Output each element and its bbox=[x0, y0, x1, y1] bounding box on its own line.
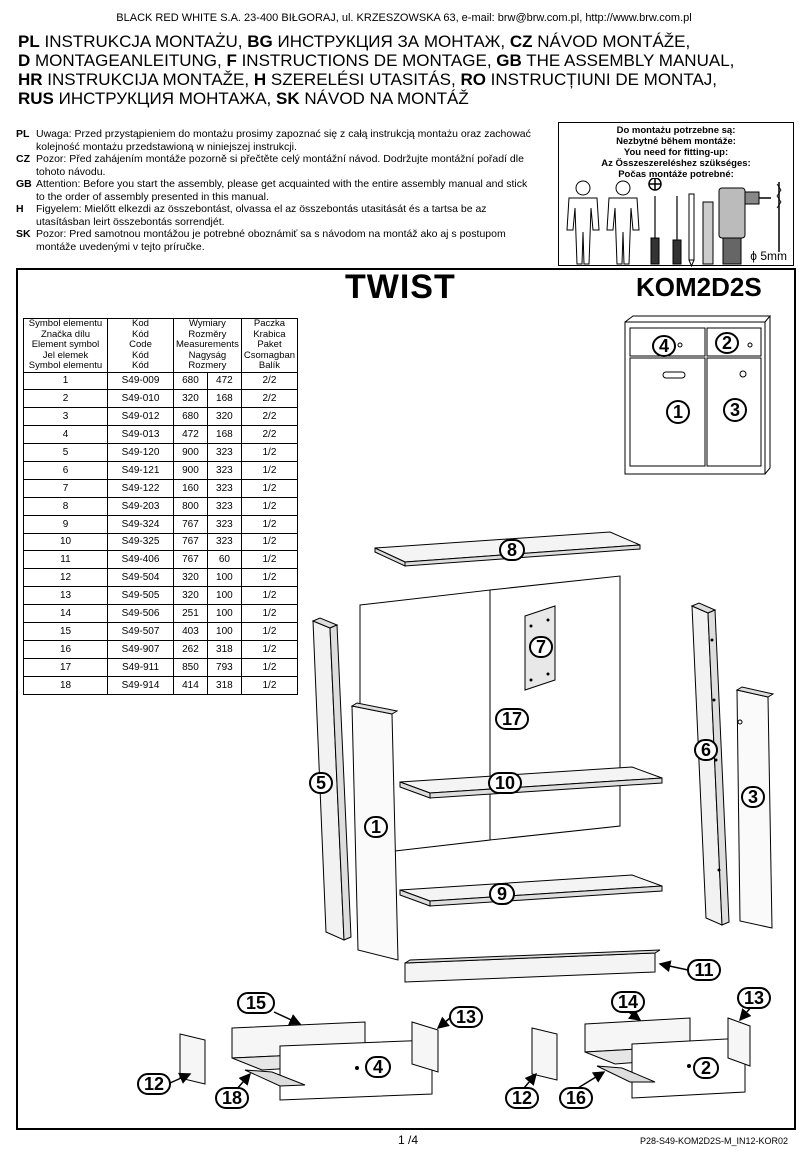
cell-package: 1/2 bbox=[241, 569, 297, 587]
callout-18 bbox=[216, 1074, 250, 1108]
cell-width: 403 bbox=[174, 622, 208, 640]
cell-package: 1/2 bbox=[241, 497, 297, 515]
callout-2 bbox=[694, 1058, 718, 1078]
cell-depth: 472 bbox=[207, 372, 241, 390]
cell-width: 414 bbox=[174, 676, 208, 694]
cell-symbol: 5 bbox=[24, 444, 108, 462]
cell-width: 900 bbox=[174, 461, 208, 479]
callout-preview-4 bbox=[653, 336, 675, 356]
svg-text:4: 4 bbox=[372, 1057, 384, 1077]
cell-package: 1/2 bbox=[241, 551, 297, 569]
callout-preview-1 bbox=[667, 401, 689, 423]
tools-heading: Do montażu potrzebne są: Nezbytné během montáže: You need for fitting-up: Az Összeszereléshez szükséges: Počas montáže potrebné: bbox=[601, 125, 751, 180]
cell-width: 680 bbox=[174, 372, 208, 390]
cell-depth: 100 bbox=[207, 622, 241, 640]
callout-6 bbox=[695, 740, 717, 760]
cell-code: S49-506 bbox=[108, 605, 174, 623]
cell-depth: 168 bbox=[207, 390, 241, 408]
panel-9-shelf bbox=[400, 875, 662, 906]
cell-package: 1/2 bbox=[241, 622, 297, 640]
svg-text:15: 15 bbox=[245, 993, 267, 1013]
cell-width: 160 bbox=[174, 479, 208, 497]
cell-package: 2/2 bbox=[241, 426, 297, 444]
cell-symbol: 2 bbox=[24, 390, 108, 408]
cell-code: S49-121 bbox=[108, 461, 174, 479]
cell-symbol: 4 bbox=[24, 426, 108, 444]
cell-symbol: 1 bbox=[24, 372, 108, 390]
callout-preview-2 bbox=[716, 333, 738, 353]
cell-symbol: 14 bbox=[24, 605, 108, 623]
svg-text:13: 13 bbox=[455, 1007, 477, 1027]
warning-cz: CZ Pozor: Před zahájením montáže pozorně si přečtěte celý montážní návod. Dodržujte montážní pořadí dle tohoto návodu. bbox=[16, 153, 524, 178]
callout-5 bbox=[310, 773, 332, 793]
cell-symbol: 17 bbox=[24, 658, 108, 676]
cell-package: 1/2 bbox=[241, 676, 297, 694]
cell-code: S49-325 bbox=[108, 533, 174, 551]
cell-depth: 323 bbox=[207, 461, 241, 479]
cell-package: 2/2 bbox=[241, 390, 297, 408]
warning-pl: PL Uwaga: Przed przystąpieniem do montażu prosimy zapoznać się z całą instrukcją montażu oraz zachować kolejność montażu przedstawioną w niniejszej instrukcji. bbox=[16, 128, 531, 153]
right-drawer-assembly bbox=[532, 1018, 750, 1098]
cell-depth: 100 bbox=[207, 587, 241, 605]
assembled-cabinet-preview bbox=[625, 316, 770, 474]
cell-code: S49-012 bbox=[108, 408, 174, 426]
header-package: Paczka Krabica Paket Csomagban Balík bbox=[241, 319, 297, 373]
cell-depth: 100 bbox=[207, 569, 241, 587]
cell-symbol: 18 bbox=[24, 676, 108, 694]
svg-text:2: 2 bbox=[700, 1058, 712, 1078]
cell-package: 1/2 bbox=[241, 640, 297, 658]
svg-text:7: 7 bbox=[535, 637, 547, 657]
svg-text:3: 3 bbox=[729, 400, 741, 420]
callout-11 bbox=[660, 960, 720, 980]
product-name: TWIST bbox=[345, 268, 456, 306]
cell-code: S49-505 bbox=[108, 587, 174, 605]
warning-gb: GB Attention: Before you start the assembly, please get acquainted with the entire assembly manual and stick to the order of assembly presented in this manual. bbox=[16, 178, 528, 203]
callout-10 bbox=[489, 773, 521, 793]
cell-package: 2/2 bbox=[241, 372, 297, 390]
cell-symbol: 11 bbox=[24, 551, 108, 569]
cell-width: 800 bbox=[174, 497, 208, 515]
cell-symbol: 3 bbox=[24, 408, 108, 426]
callout-3 bbox=[742, 787, 764, 807]
cell-width: 680 bbox=[174, 408, 208, 426]
cell-package: 2/2 bbox=[241, 408, 297, 426]
warning-sk: SK Pozor: Pred samotnou montážou je potrebné oboznámiť sa s návodom na montáž ako aj s postupom montáže uvedenými v tejto príručke. bbox=[16, 228, 506, 253]
header-size: Wymiary Rozměry Measurements Nagyság Rozmery bbox=[174, 319, 242, 373]
callout-1 bbox=[365, 817, 387, 837]
callout-14 bbox=[612, 992, 644, 1020]
cell-depth: 323 bbox=[207, 533, 241, 551]
svg-text:13: 13 bbox=[743, 988, 765, 1008]
cell-width: 320 bbox=[174, 569, 208, 587]
cell-package: 1/2 bbox=[241, 515, 297, 533]
cell-code: S49-911 bbox=[108, 658, 174, 676]
svg-text:16: 16 bbox=[565, 1088, 587, 1108]
panel-11-plinth bbox=[405, 950, 660, 982]
drill-bit-size: ϕ 5mm bbox=[750, 249, 787, 263]
header-code: Kod Kód Code Kód Kód bbox=[108, 319, 174, 373]
cell-depth: 323 bbox=[207, 497, 241, 515]
svg-text:17: 17 bbox=[501, 709, 523, 729]
cell-depth: 60 bbox=[207, 551, 241, 569]
cell-width: 767 bbox=[174, 515, 208, 533]
cell-symbol: 9 bbox=[24, 515, 108, 533]
svg-text:2: 2 bbox=[721, 333, 733, 353]
cell-code: S49-122 bbox=[108, 479, 174, 497]
page-number: 1 /4 bbox=[398, 1133, 419, 1147]
callout-15 bbox=[238, 993, 300, 1024]
cell-symbol: 8 bbox=[24, 497, 108, 515]
cell-code: S49-009 bbox=[108, 372, 174, 390]
svg-text:1: 1 bbox=[370, 817, 382, 837]
cell-code: S49-507 bbox=[108, 622, 174, 640]
cell-depth: 793 bbox=[207, 658, 241, 676]
svg-text:12: 12 bbox=[143, 1074, 165, 1094]
cell-symbol: 15 bbox=[24, 622, 108, 640]
title-line-3: HR INSTRUKCIJA MONTAŽE, H SZERELÉSI UTASITÁS, RO INSTRUCȚIUNI DE MONTAJ, bbox=[18, 70, 718, 89]
title-line-4: RUS ИНСТРУКЦИЯ МОНТАЖА, SK NÁVOD NA MONTÁŽ bbox=[18, 89, 469, 108]
cell-code: S49-010 bbox=[108, 390, 174, 408]
callout-13-left bbox=[438, 1007, 482, 1028]
svg-text:9: 9 bbox=[496, 884, 508, 904]
svg-text:12: 12 bbox=[511, 1088, 533, 1108]
callout-preview-3 bbox=[724, 399, 746, 421]
cell-package: 1/2 bbox=[241, 587, 297, 605]
warning-h: H Figyelem: Mielőtt elkezdi az összebontást, olvassa el az összebontás utasitását és a tartsa be az utasításban leirt összebontás sorrendjét. bbox=[16, 203, 487, 228]
cell-code: S49-907 bbox=[108, 640, 174, 658]
svg-text:18: 18 bbox=[221, 1088, 243, 1108]
cell-code: S49-406 bbox=[108, 551, 174, 569]
cell-code: S49-914 bbox=[108, 676, 174, 694]
title-line-2: D MONTAGEANLEITUNG, F INSTRUCTIONS DE MONTAGE, GB THE ASSEMBLY MANUAL, bbox=[18, 51, 735, 70]
svg-text:3: 3 bbox=[747, 787, 759, 807]
title-line-1: PL INSTRUKCJA MONTAŻU, BG ИНСТРУКЦИЯ ЗА МОНТАЖ, CZ NÁVOD MONTÁŽE, bbox=[18, 32, 691, 51]
cell-code: S49-504 bbox=[108, 569, 174, 587]
cell-symbol: 10 bbox=[24, 533, 108, 551]
callout-13-right bbox=[738, 988, 770, 1020]
cell-package: 1/2 bbox=[241, 533, 297, 551]
callout-16 bbox=[560, 1072, 604, 1108]
callout-17 bbox=[496, 709, 528, 729]
cell-width: 320 bbox=[174, 587, 208, 605]
cell-package: 1/2 bbox=[241, 461, 297, 479]
panel-17-back bbox=[360, 576, 620, 855]
cell-symbol: 16 bbox=[24, 640, 108, 658]
document-code: P28-S49-KOM2D2S-M_IN12-KOR02 bbox=[640, 1136, 789, 1146]
cell-width: 900 bbox=[174, 444, 208, 462]
callout-12-left bbox=[138, 1074, 190, 1094]
svg-text:1: 1 bbox=[672, 402, 684, 422]
callout-4 bbox=[366, 1057, 390, 1077]
cell-depth: 323 bbox=[207, 444, 241, 462]
cell-symbol: 7 bbox=[24, 479, 108, 497]
svg-text:14: 14 bbox=[617, 992, 639, 1012]
callout-9 bbox=[490, 884, 514, 904]
cell-width: 850 bbox=[174, 658, 208, 676]
svg-text:11: 11 bbox=[694, 960, 714, 980]
svg-text:10: 10 bbox=[494, 773, 516, 793]
callout-7 bbox=[530, 637, 552, 657]
svg-text:4: 4 bbox=[658, 336, 670, 356]
cell-symbol: 13 bbox=[24, 587, 108, 605]
product-model: KOM2D2S bbox=[636, 272, 762, 302]
cell-width: 320 bbox=[174, 390, 208, 408]
cell-symbol: 12 bbox=[24, 569, 108, 587]
cell-depth: 323 bbox=[207, 479, 241, 497]
cell-depth: 100 bbox=[207, 605, 241, 623]
callout-8 bbox=[500, 540, 524, 560]
cell-width: 767 bbox=[174, 533, 208, 551]
cell-symbol: 6 bbox=[24, 461, 108, 479]
cell-depth: 323 bbox=[207, 515, 241, 533]
cell-depth: 318 bbox=[207, 640, 241, 658]
cell-width: 767 bbox=[174, 551, 208, 569]
cell-width: 251 bbox=[174, 605, 208, 623]
svg-text:6: 6 bbox=[700, 740, 712, 760]
header-symbol: Symbol elementu Značka dílu Element symbol Jel elemek Symbol elementu bbox=[24, 319, 108, 373]
cell-package: 1/2 bbox=[241, 658, 297, 676]
cell-width: 262 bbox=[174, 640, 208, 658]
company-header: BLACK RED WHITE S.A. 23-400 BIŁGORAJ, ul. KRZESZOWSKA 63, e-mail: brw@brw.com.pl, http://www.brw.com.pl bbox=[116, 12, 692, 24]
svg-text:8: 8 bbox=[506, 540, 518, 560]
cell-package: 1/2 bbox=[241, 479, 297, 497]
cell-depth: 168 bbox=[207, 426, 241, 444]
panel-6-right-side bbox=[692, 603, 729, 925]
cell-width: 472 bbox=[174, 426, 208, 444]
cell-code: S49-120 bbox=[108, 444, 174, 462]
left-drawer-assembly bbox=[180, 1022, 438, 1100]
cell-package: 1/2 bbox=[241, 605, 297, 623]
cell-code: S49-013 bbox=[108, 426, 174, 444]
callout-12-right bbox=[506, 1074, 538, 1108]
cell-code: S49-203 bbox=[108, 497, 174, 515]
svg-text:5: 5 bbox=[315, 773, 327, 793]
cell-depth: 318 bbox=[207, 676, 241, 694]
cell-depth: 320 bbox=[207, 408, 241, 426]
cell-code: S49-324 bbox=[108, 515, 174, 533]
cell-package: 1/2 bbox=[241, 444, 297, 462]
